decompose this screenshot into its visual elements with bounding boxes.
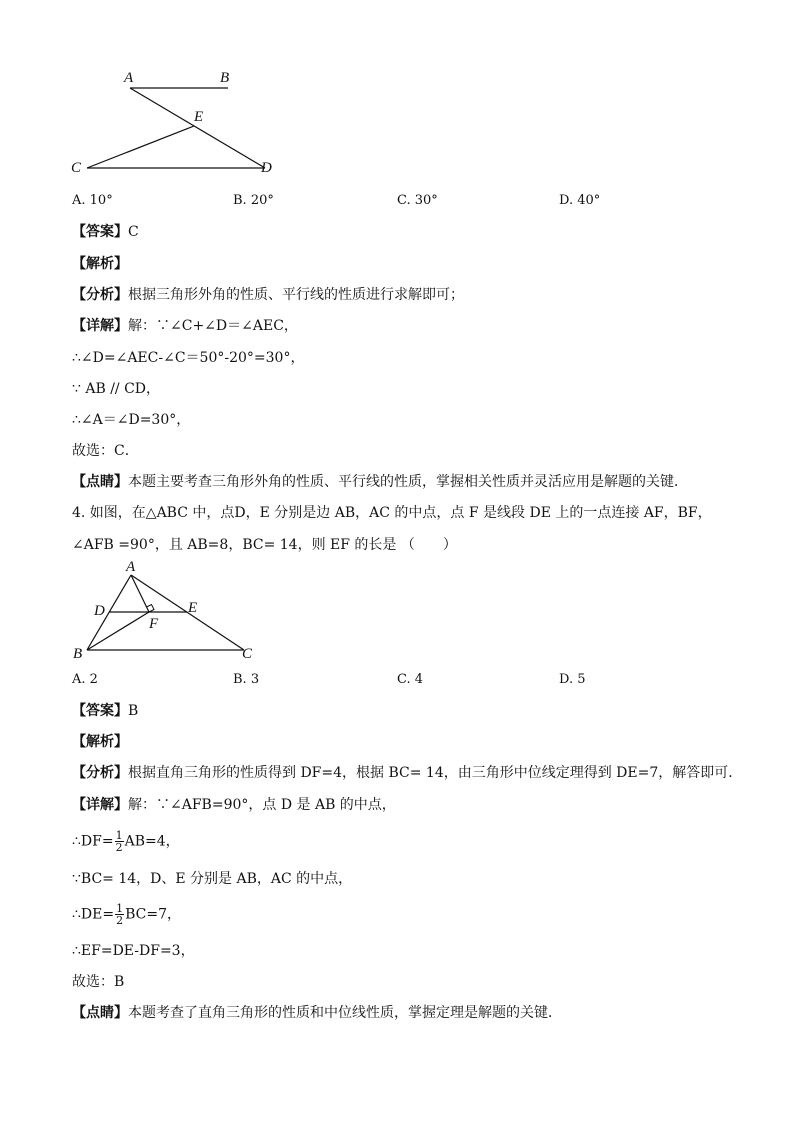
fraction-numerator: 1 <box>116 902 124 915</box>
q4-option-a: A. 2 <box>72 672 98 687</box>
dianjing-text: 本题主要考查三角形外角的性质、平行线的性质，掌握相关性质并灵活应用是解题的关键． <box>128 474 688 490</box>
fenxi-tag: 【分析】 <box>72 287 128 303</box>
answer-tag: 【答案】 <box>72 703 128 719</box>
q4-xiangjie <box>72 795 396 815</box>
q3-choose: 故选：C． <box>72 443 139 459</box>
q3-option-b: B. 20° <box>233 193 274 208</box>
q4-step-2: ∵BC= 14，D、E 分别是 AB，AC 的中点， <box>72 871 353 887</box>
step-suffix: BC=7， <box>125 906 181 923</box>
label-f: F <box>149 616 159 632</box>
dianjing-text: 本题考查了直角三角形的性质和中位线性质，掌握定理是解题的关键． <box>128 1005 562 1021</box>
fenxi-text: 根据直角三角形的性质得到 DF=4，根据 BC= 14，由三角形中位线定理得到 DE=7，解答即可． <box>128 765 743 781</box>
answer-tag: 【答案】 <box>72 224 128 240</box>
answer-value: B <box>128 703 139 719</box>
q3-step-1: ∴∠D=∠AEC-∠C＝50°-20°=30°， <box>72 350 305 366</box>
segment-ce <box>87 126 194 168</box>
q4-jiexi <box>72 732 128 752</box>
answer-value: C <box>128 224 139 240</box>
q4-stem-line-1: 4. 如图，在△ABC 中，点D，E 分别是边 AB，AC 的中点，点 F 是线段 DE 上的一点连接 AF，BF， <box>72 505 712 521</box>
figure-1-parallel-lines <box>60 62 300 182</box>
label-a: A <box>126 559 136 575</box>
dianjing-tag: 【点睛】 <box>72 1005 128 1021</box>
label-b: B <box>220 70 230 86</box>
figure-2-triangle <box>60 556 280 668</box>
q3-jiexi <box>72 254 128 274</box>
label-e: E <box>194 109 204 125</box>
q3-dianjing <box>72 472 688 492</box>
step-suffix: AB=4， <box>124 833 180 850</box>
label-d: D <box>94 603 105 619</box>
q3-option-d: D. 40° <box>559 193 601 208</box>
q4-answer <box>72 701 138 721</box>
q3-fenxi <box>72 285 464 305</box>
fenxi-tag: 【分析】 <box>72 765 128 781</box>
q4-fenxi <box>72 763 742 783</box>
q4-option-b: B. 3 <box>233 672 260 687</box>
xiangjie-text: 解：∵∠AFB=90°，点 D 是 AB 的中点， <box>128 797 396 813</box>
segment-ad <box>130 88 265 168</box>
fraction-denominator: 2 <box>115 841 123 854</box>
q4-dianjing <box>72 1003 562 1023</box>
q4-step-1 <box>72 830 180 853</box>
label-c: C <box>242 646 253 662</box>
step-prefix: ∴DF= <box>72 833 114 850</box>
xiangjie-text: 解：∵∠C+∠D＝∠AEC， <box>128 318 298 334</box>
q4-choose: 故选：B <box>72 974 125 990</box>
fraction-one-half <box>115 903 124 926</box>
fenxi-text: 根据三角形外角的性质、平行线的性质进行求解即可； <box>128 287 464 303</box>
q3-option-c: C. 30° <box>397 193 438 208</box>
step-prefix: ∴DE= <box>72 906 115 923</box>
q3-step-2: ∵ AB // CD， <box>72 381 161 397</box>
jiexi-tag: 【解析】 <box>72 734 128 750</box>
xiangjie-tag: 【详解】 <box>72 318 128 334</box>
fraction-denominator: 2 <box>116 914 124 927</box>
label-a: A <box>124 70 134 86</box>
q3-step-3: ∴∠A＝∠D=30°， <box>72 412 191 428</box>
xiangjie-tag: 【详解】 <box>72 797 128 813</box>
q3-option-a: A. 10° <box>72 193 113 208</box>
q3-answer <box>72 222 139 242</box>
label-d: D <box>261 160 272 176</box>
q4-step-4: ∴EF=DE-DF=3， <box>72 943 195 959</box>
q4-step-3 <box>72 903 181 926</box>
q4-stem-line-2: ∠AFB =90°，且 AB=8，BC= 14，则 EF 的长是 （ ） <box>72 537 457 553</box>
label-c: C <box>71 160 82 176</box>
label-b: B <box>73 646 83 662</box>
jiexi-tag: 【解析】 <box>72 256 128 272</box>
fraction-numerator: 1 <box>115 829 123 842</box>
fraction-one-half <box>115 830 124 853</box>
label-e: E <box>188 600 198 616</box>
q4-option-c: C. 4 <box>397 672 424 687</box>
q3-xiangjie <box>72 316 298 336</box>
q4-option-d: D. 5 <box>559 672 586 687</box>
dianjing-tag: 【点睛】 <box>72 474 128 490</box>
